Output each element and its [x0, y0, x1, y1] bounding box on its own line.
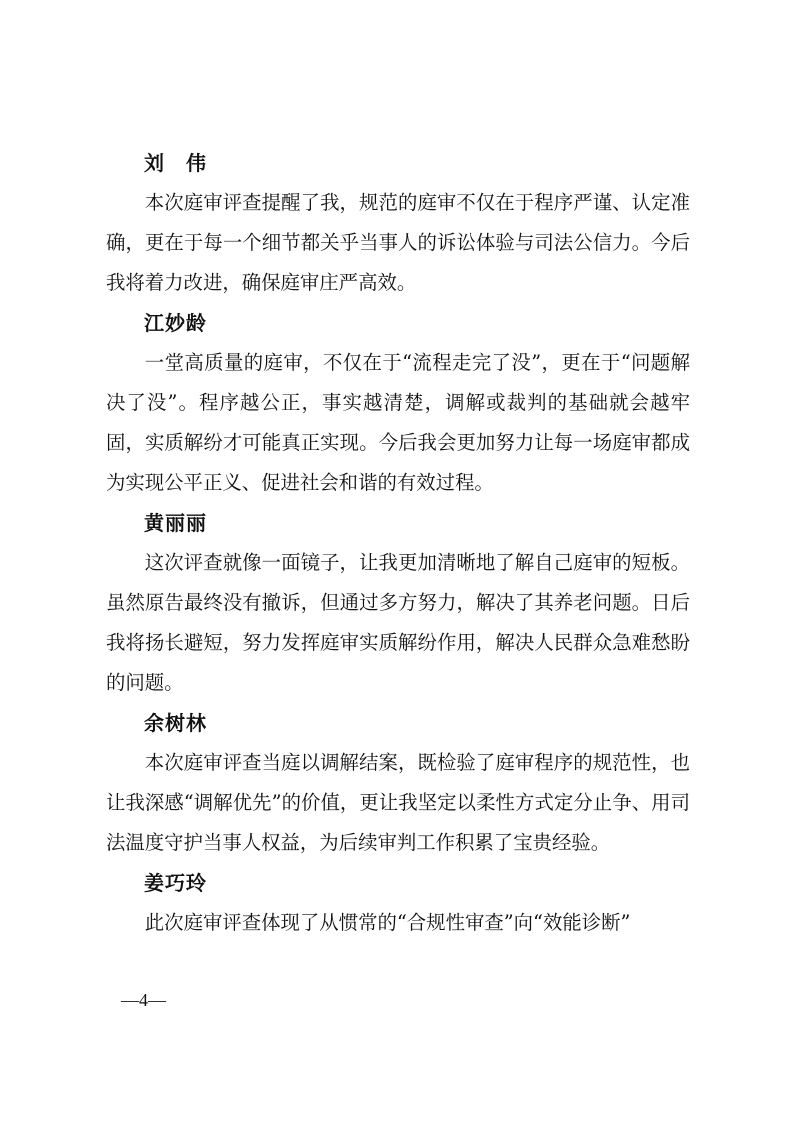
reflection-section-jiang-qiaoling — [106, 863, 690, 943]
page-number: —4— — [121, 990, 166, 1010]
reflection-section-huang-lili — [106, 503, 690, 703]
author-name: 刘 伟 — [144, 151, 207, 175]
reflection-paragraph: 此次庭审评查体现了从惯常的“合规性审查”向“效能诊断” — [144, 911, 631, 934]
author-name: 黄丽丽 — [144, 511, 207, 535]
reflection-paragraph: 一堂高质量的庭审，不仅在于“流程走完了没”，更在于“问题解决了没”。程序越公正，事实越清楚，调解或裁判的基础就会越牢固，实质解纷才可能真正实现。今后我会更加努力让每一场庭审都成为实现公平正义、促进社会和谐的有效过程。 — [106, 351, 690, 494]
author-name: 余树林 — [144, 711, 207, 735]
author-name: 江妙龄 — [144, 311, 207, 335]
reflection-paragraph: 本次庭审评查当庭以调解结案，既检验了庭审程序的规范性，也让我深感“调解优先”的价值，更让我坚定以柔性方式定分止争、用司法温度守护当事人权益，为后续审判工作积累了宝贵经验。 — [106, 751, 690, 854]
author-name: 姜巧玲 — [144, 871, 207, 895]
reflection-section-jiang-miaoling — [106, 303, 690, 503]
reflection-section-yu-shulin — [106, 703, 690, 863]
document-body — [106, 143, 690, 943]
reflection-paragraph: 本次庭审评查提醒了我，规范的庭审不仅在于程序严谨、认定准确，更在于每一个细节都关乎当事人的诉讼体验与司法公信力。今后我将着力改进，确保庭审庄严高效。 — [106, 191, 690, 294]
reflection-paragraph: 这次评查就像一面镜子，让我更加清晰地了解自己庭审的短板。虽然原告最终没有撤诉，但通过多方努力，解决了其养老问题。日后我将扬长避短，努力发挥庭审实质解纷作用，解决人民群众急难愁盼的问题。 — [106, 551, 690, 694]
reflection-section-liu-wei — [106, 143, 690, 303]
